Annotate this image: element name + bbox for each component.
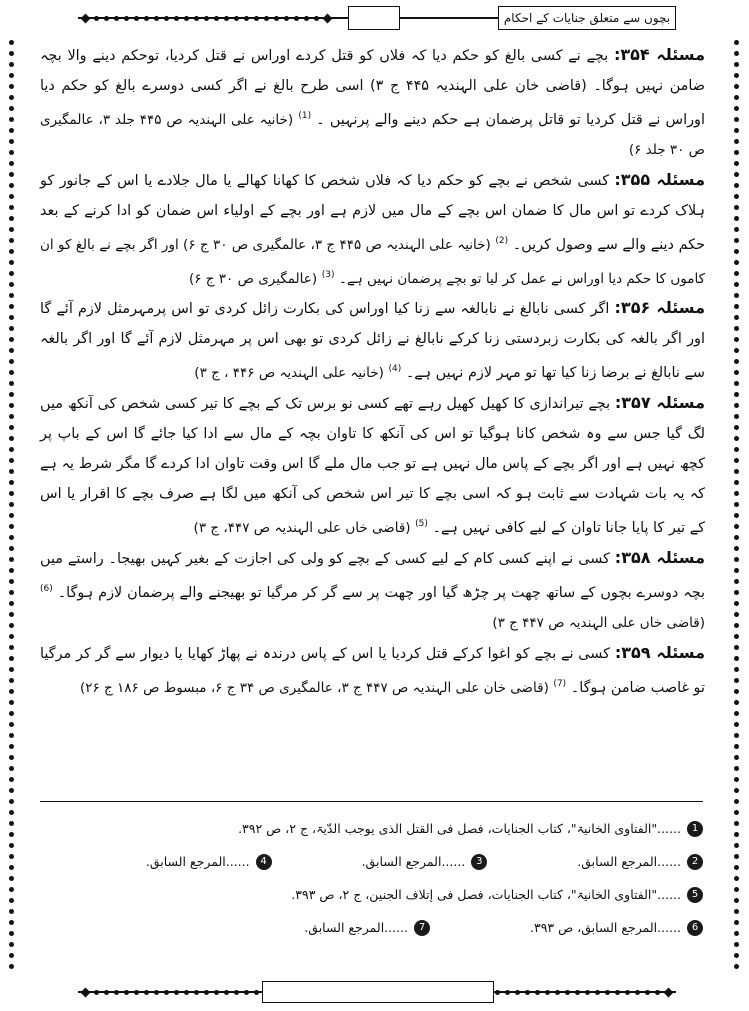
footnote-marker: (4) (388, 364, 402, 375)
left-border-ornament (8, 40, 16, 971)
border-dot (734, 876, 739, 881)
border-dot (9, 161, 14, 166)
border-dot (734, 557, 739, 562)
border-dot (9, 491, 14, 496)
border-dot (734, 62, 739, 67)
border-dot (734, 51, 739, 56)
border-dot (734, 887, 739, 892)
footnote-7 (304, 920, 430, 936)
footnote-marker: (7) (553, 678, 567, 689)
border-dot (734, 568, 739, 573)
border-dot (9, 458, 14, 463)
border-dot (9, 854, 14, 859)
border-dot (9, 689, 14, 694)
footer-dots-right (463, 988, 672, 996)
masala-text: بچے تیراندازی کا کھیل کھیل رہے تھے کسی نو برس تک کے بچے کا تیر کسی شخص کی آنکھ میں لگ گیا جس سے وہ شخص کانا ہوگیا تو اس کی آنکھ کا تاوان بچہ کے مال سے ادا کیا جائے گا اس کے باپ پر کچھ نہیں ہے اور اگر بچے کے پاس مال نہیں ہے تو جب مال ملے گا اس وقت تاوان ادا کردے گا مگر شرط یہ ہے کہ یہ بات شہادت سے ثابت ہو کہ اسی بچے کا تیر اس شخص کی آنکھ میں لگا ہے صرف بچے کا اقرار یا اس کے تیر کا پایا جانا تاوان کے لیے کافی نہیں ہے۔ (40, 396, 705, 536)
masala-text: بچے نے کسی بالغ کو حکم دیا کہ فلاں کو قتل کردے اوراس نے قتل کردیا، توحکم دینے والا بچہ ضامن نہیں ہوگا۔ (قاضی خان علی الہندیہ ۴۴۵ ج ۳) اسی طرح بالغ نے اگر کسی دوسرے بالغ کو حکم دیا اوراس نے قتل کردیا تو قاتل پرضمان ہے حکم دینے والے پرنہیں ۔ (40, 48, 706, 128)
masala-354 (40, 40, 705, 165)
border-dot (9, 73, 14, 78)
right-border-ornament (733, 40, 741, 971)
border-dot (9, 128, 14, 133)
border-dot (9, 601, 14, 606)
border-dot (734, 689, 739, 694)
masala-label: مسئلہ ۳۵۵: (614, 169, 705, 189)
border-dot (734, 106, 739, 111)
border-dot (9, 425, 14, 430)
border-dot (734, 282, 739, 287)
border-dot (734, 458, 739, 463)
border-dot (9, 733, 14, 738)
border-dot (734, 150, 739, 155)
border-dot (9, 227, 14, 232)
border-dot (9, 62, 14, 67)
border-dot (734, 601, 739, 606)
footnote-text: ......المرجع السابق. (304, 920, 409, 935)
masala-reference: (قاضی خان علی الہندیہ ص ۴۴۷ ج ۳، عالمگیری ص ۳۴ ج ۶، مبسوط ص ۱۸۶ ج ۲۶) (79, 679, 549, 696)
border-dot (734, 755, 739, 760)
border-dot (9, 238, 14, 243)
border-dot (9, 84, 14, 89)
border-dot (734, 832, 739, 837)
footnotes (44, 812, 703, 944)
masala-label: مسئلہ ۳۵۸: (614, 547, 705, 567)
border-dot (734, 315, 739, 320)
border-dot (9, 469, 14, 474)
masala-reference: (خانیہ علی الہندیہ ص ۴۴۶ ، ج ۳) (194, 365, 384, 382)
border-dot (734, 128, 739, 133)
border-dot (734, 821, 739, 826)
footnote-marker: (5) (415, 519, 428, 530)
border-dot (9, 436, 14, 441)
masala-label: مسئلہ ۳۵۶: (614, 298, 705, 318)
border-dot (9, 942, 14, 947)
footnote-marker: (3) (321, 269, 335, 280)
border-dot (734, 964, 739, 969)
border-dot (9, 645, 14, 650)
border-dot (9, 788, 14, 793)
border-dot (734, 326, 739, 331)
header-dots-left (82, 14, 331, 22)
border-dot (734, 370, 739, 375)
border-dot (734, 480, 739, 485)
border-dot (9, 40, 14, 45)
border-dot (734, 436, 739, 441)
border-dot (9, 447, 14, 452)
masala-label: مسئلہ ۳۵۷: (614, 393, 705, 413)
masala-reference: (عالمگیری ص ۳۰ ج ۶) (188, 270, 318, 287)
footnote-text: ......المرجع السابق، ص ۳۹۳. (530, 920, 681, 935)
border-dot (9, 909, 14, 914)
footnote-6 (530, 920, 703, 936)
border-dot (9, 799, 14, 804)
footnote-text: ......المرجع السابق. (361, 854, 466, 869)
border-dot (9, 612, 14, 617)
border-dot (734, 733, 739, 738)
running-header (78, 6, 676, 30)
border-dot (9, 403, 14, 408)
border-dot (734, 931, 739, 936)
border-dot (9, 51, 14, 56)
masala-355 (40, 165, 705, 294)
border-dot (734, 392, 739, 397)
border-dot (734, 117, 739, 122)
border-dot (9, 370, 14, 375)
border-dot (9, 139, 14, 144)
border-dot (734, 73, 739, 78)
border-dot (734, 491, 739, 496)
footnote-number: 1 (687, 821, 703, 837)
footnote-text: ......المرجع السابق. (577, 854, 681, 869)
footnote-separator (40, 801, 703, 802)
border-dot (734, 953, 739, 958)
border-dot (9, 381, 14, 386)
border-dot (9, 480, 14, 485)
border-dot (9, 535, 14, 540)
border-dot (734, 700, 739, 705)
border-dot (734, 546, 739, 551)
border-dot (9, 513, 14, 518)
border-dot (9, 260, 14, 265)
footnote-marker: (6) (40, 583, 53, 594)
border-dot (9, 150, 14, 155)
border-dot (9, 546, 14, 551)
border-dot (9, 920, 14, 925)
border-dot (734, 359, 739, 364)
header-box-middle (348, 6, 400, 30)
footnote-text: ......"الفتاوی الخانیۃ"، کتاب الجنایات، فصل فی إتلاف الجنین، ج ۲، ص ۳۹۳. (291, 887, 681, 902)
border-dot (734, 612, 739, 617)
border-dot (734, 722, 739, 727)
border-dot (734, 854, 739, 859)
masala-357 (40, 388, 705, 543)
border-dot (9, 744, 14, 749)
border-dot (734, 271, 739, 276)
border-dot (9, 293, 14, 298)
border-dot (9, 106, 14, 111)
border-dot (9, 821, 14, 826)
footnote-1 (238, 821, 703, 837)
footer-page-box (262, 981, 494, 1003)
footnote-row (44, 845, 703, 878)
border-dot (9, 766, 14, 771)
border-dot (9, 711, 14, 716)
border-dot (734, 161, 739, 166)
masala-label: مسئلہ ۳۵۴: (613, 45, 705, 64)
footnote-number: 5 (687, 887, 703, 903)
border-dot (9, 568, 14, 573)
border-dot (9, 337, 14, 342)
border-dot (9, 249, 14, 254)
border-dot (9, 590, 14, 595)
footnote-row (44, 878, 703, 911)
border-dot (9, 678, 14, 683)
footnote-5 (291, 887, 703, 903)
masala-reference: (خانیہ علی الہندیہ ص ۴۴۵ جلد ۳، عالمگیری ص ۳۰ جلد ۶) (40, 111, 705, 158)
border-dot (734, 898, 739, 903)
border-dot (734, 590, 739, 595)
border-dot (734, 656, 739, 661)
border-dot (9, 359, 14, 364)
border-dot (734, 909, 739, 914)
border-dot (9, 876, 14, 881)
border-dot (734, 920, 739, 925)
border-dot (734, 414, 739, 419)
border-dot (9, 348, 14, 353)
border-dot (9, 194, 14, 199)
border-dot (9, 117, 14, 122)
border-dot (9, 964, 14, 969)
border-dot (9, 315, 14, 320)
border-dot (9, 216, 14, 221)
border-dot (9, 392, 14, 397)
border-dot (734, 249, 739, 254)
border-dot (734, 865, 739, 870)
border-dot (734, 227, 739, 232)
border-dot (734, 95, 739, 100)
border-dot (9, 271, 14, 276)
footnote-2 (577, 854, 703, 870)
border-dot (734, 381, 739, 386)
masala-358 (40, 543, 705, 638)
border-dot (734, 524, 739, 529)
masala-reference: (قاضی خاں علی الہندیہ ص ۴۴۷ ج ۳) (492, 614, 705, 631)
footnote-number: 2 (687, 854, 703, 870)
border-dot (734, 535, 739, 540)
border-dot (734, 469, 739, 474)
border-dot (734, 293, 739, 298)
border-dot (734, 403, 739, 408)
border-dot (9, 898, 14, 903)
masala-text: کسی نے اپنے کسی کام کے لیے کسی کے بچے کو ولی کی اجازت کے بغیر کہیں بھیجا۔ راستے میں بچہ دوسرے بچوں کے ساتھ چھت پر چڑھ گیا اور چھت پر سے گر کر مرگیا تو بھیجنے والے پرضمان لازم ہوگا۔ (40, 550, 705, 601)
masala-356 (40, 293, 705, 388)
border-dot (734, 337, 739, 342)
border-dot (734, 579, 739, 584)
masala-text: کسی شخص نے بچے کو حکم دیا کہ فلاں شخص کا کھانا کھالے یا مال جلادے یا اس کے جانور کو ہلاک کردے تو اس مال کا ضمان اس بچے کے مال میں لازم ہے اور بچے کے اولیاء اس ضمان کو ادا کرنے کے بعد حکم دینے والے سے وصول کریں۔ (40, 172, 705, 253)
footnote-number: 4 (256, 854, 272, 870)
border-dot (734, 40, 739, 45)
footnote-marker: (2) (495, 235, 509, 246)
border-dot (734, 766, 739, 771)
border-dot (9, 205, 14, 210)
border-dot (734, 513, 739, 518)
border-dot (734, 447, 739, 452)
masala-label: مسئلہ ۳۵۹: (614, 642, 705, 662)
border-dot (9, 722, 14, 727)
footnote-4 (146, 854, 272, 870)
footnote-marker: (1) (298, 111, 312, 121)
border-dot (734, 183, 739, 188)
border-dot (9, 623, 14, 628)
border-dot (734, 205, 739, 210)
border-dot (9, 183, 14, 188)
border-dot (9, 755, 14, 760)
border-dot (9, 931, 14, 936)
border-dot (9, 667, 14, 672)
border-dot (9, 865, 14, 870)
footnote-row (44, 911, 703, 944)
masala-reference: (خانیہ علی الہندیہ ص ۴۴۵ ج ۳، عالمگیری ص ۳۰ ج ۶) اور اگر بچے نے بالغ کو ان کاموں کا حکم دیا اوراس نے عمل کر لیا تو بچے پرضمان نہیں ہے۔ (40, 236, 705, 287)
border-dot (734, 348, 739, 353)
border-dot (9, 326, 14, 331)
border-dot (9, 843, 14, 848)
border-dot (734, 942, 739, 947)
masala-text: اگر کسی نابالغ نے نابالغہ سے زنا کیا اوراس کی بکارت زائل کردی تو اس پرمہرمثل لازم آئے گا اور اگر بالغہ کی بکارت زبردستی زنا کرکے نابالغ نے زائل کردی تو بھی اس پر مہرمثل لازم آئے گا اور اگر بالغہ سے نابالغ نے برضا زنا کیا تھا تو مہر لازم نہیں ہے۔ (40, 301, 705, 382)
border-dot (734, 623, 739, 628)
footnote-text: ......المرجع السابق. (145, 854, 250, 869)
border-dot (734, 667, 739, 672)
border-dot (734, 238, 739, 243)
border-dot (734, 260, 739, 265)
masala-text: کسی نے بچے کو اغوا کرکے قتل کردیا یا اس کے پاس درندہ نے پھاڑ کھایا یا دیوار سے گر کر مرگیا تو غاصب ضامن ہوگا۔ (40, 645, 705, 696)
footnote-row (44, 812, 703, 845)
border-dot (734, 139, 739, 144)
border-dot (9, 304, 14, 309)
border-dot (734, 711, 739, 716)
border-dot (734, 777, 739, 782)
border-dot (9, 777, 14, 782)
border-dot (734, 788, 739, 793)
border-dot (734, 304, 739, 309)
masala-reference: (قاضی خاں علی الہندیہ ص ۴۴۷، ج ۳) (193, 519, 411, 536)
border-dot (9, 282, 14, 287)
border-dot (734, 634, 739, 639)
border-dot (734, 678, 739, 683)
border-dot (9, 656, 14, 661)
border-dot (9, 172, 14, 177)
border-dot (734, 502, 739, 507)
border-dot (734, 645, 739, 650)
border-dot (9, 579, 14, 584)
border-dot (9, 953, 14, 958)
border-dot (734, 744, 739, 749)
border-dot (9, 414, 14, 419)
border-dot (734, 194, 739, 199)
border-dot (9, 634, 14, 639)
border-dot (734, 799, 739, 804)
footnote-number: 6 (687, 920, 703, 936)
footnote-number: 3 (471, 854, 487, 870)
border-dot (9, 502, 14, 507)
footer-dots-left (82, 988, 291, 996)
border-dot (734, 84, 739, 89)
footnote-3 (362, 854, 488, 870)
main-text (40, 40, 705, 703)
border-dot (734, 843, 739, 848)
border-dot (734, 216, 739, 221)
border-dot (734, 810, 739, 815)
border-dot (9, 832, 14, 837)
footer-ornament (78, 981, 676, 1003)
border-dot (9, 557, 14, 562)
border-dot (9, 95, 14, 100)
border-dot (9, 810, 14, 815)
footnote-text: ......"الفتاوی الخانیۃ"، کتاب الجنایات، فصل فی القتل الذی یوجب الدّیۃ، ج ۲، ص ۳۹۲. (238, 821, 681, 836)
border-dot (9, 524, 14, 529)
border-dot (9, 887, 14, 892)
footnote-number: 7 (414, 920, 430, 936)
border-dot (734, 425, 739, 430)
border-dot (9, 700, 14, 705)
running-title: بچوں سے متعلق جنایات کے احکام (498, 6, 676, 30)
masala-359 (40, 638, 705, 703)
border-dot (734, 172, 739, 177)
